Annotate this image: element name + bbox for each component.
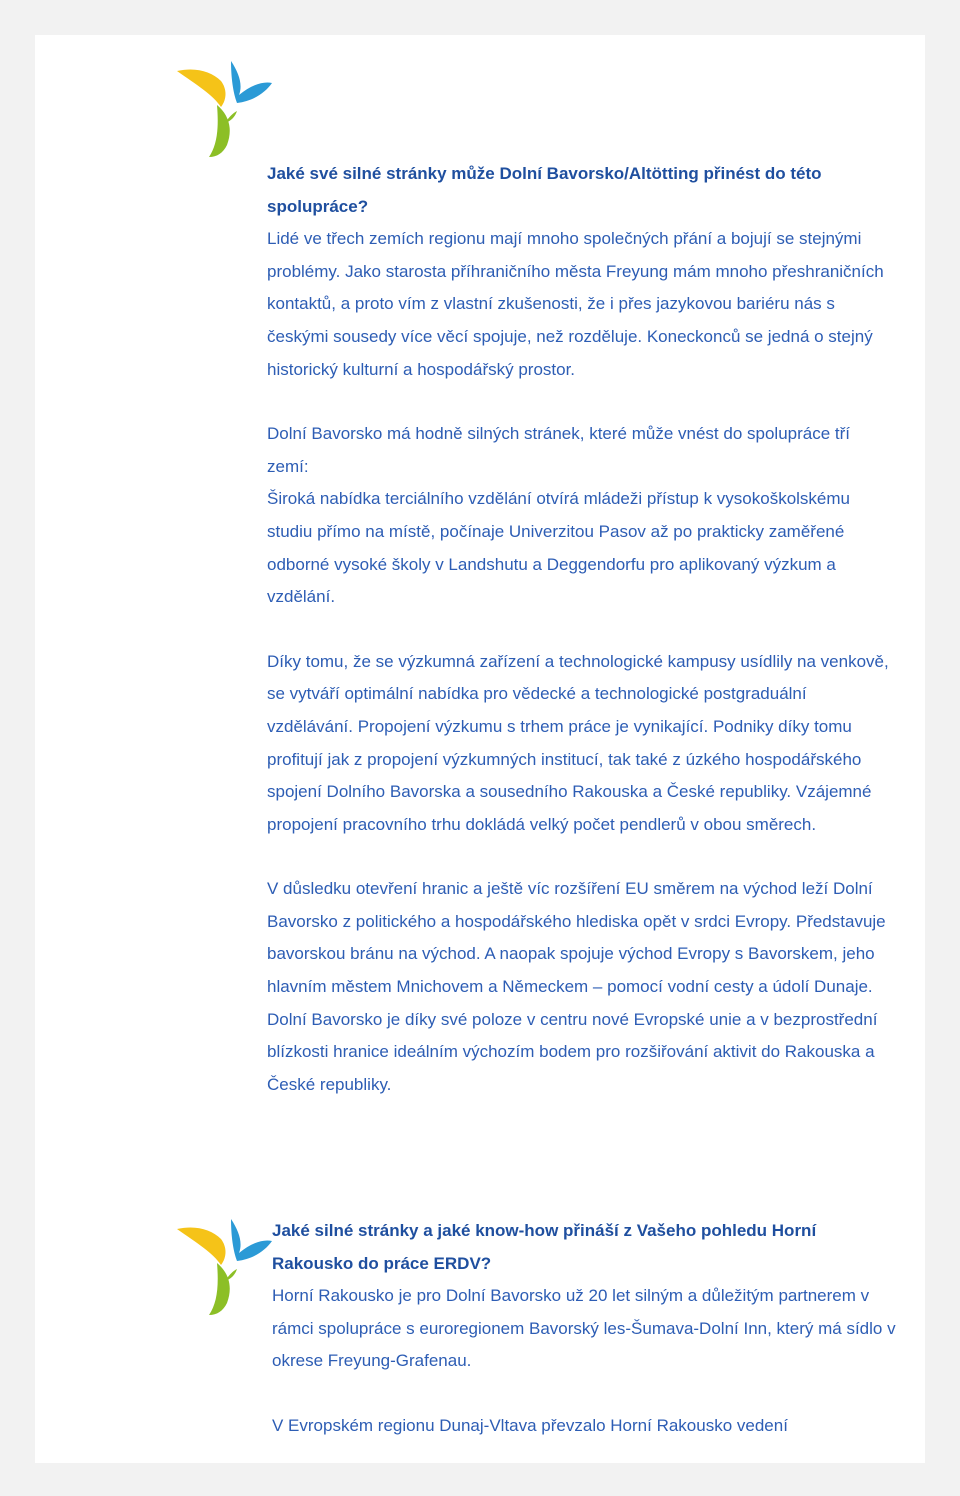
section-1-paragraph-4: V důsledku otevření hranic a ještě víc rozšíření EU směrem na východ leží Dolní Bavorsko z politického a hospodářského hlediska opět v srdci Evropy. Představuje bavorskou bránu na východ. A naopak spojuje východ Evropy s Bavorskem, jeho hlavním městem Mnichovem a Německem – pomocí vodní cesty a údolí Dunaje. bbox=[267, 879, 886, 997]
section-1-question: Jaké své silné stránky může Dolní Bavorsko/Altötting přinést do této spolupráce? bbox=[267, 164, 822, 216]
euroregion-logo-icon bbox=[173, 59, 273, 159]
section-2-paragraph-2: V Evropském regionu Dunaj-Vltava převzalo Horní Rakousko vedení bbox=[272, 1415, 788, 1435]
spacer bbox=[267, 614, 892, 646]
section-1-answer: Lidé ve třech zemích regionu mají mnoho společných přání a bojují se stejnými problémy. Jako starosta příhraničního města Freyung mám mnoho přeshraničních kontaktů, a proto vím z vlastní zkušenosti, že i přes jazykovou bariéru nás s českými sousedy více věcí spojuje, než rozděluje. Koneckonců se jedná o stejný historický kulturní a hospodářský prostor. bbox=[267, 229, 884, 379]
document-page bbox=[35, 35, 925, 1463]
logo-graphic bbox=[173, 59, 273, 159]
section-1-paragraph-3: Díky tomu, že se výzkumná zařízení a technologické kampusy usídlily na venkově, se vytváří optimální nabídka pro vědecké a technologické postgraduální vzdělávání. Propojení výzkumu s trhem práce je vynikající. Podniky díky tomu profitují jak z propojení výzkumných institucí, tak také z úzkého hospodářského spojení Dolního Bavorska a sousedního Rakouska a České republiky. Vzájemné propojení pracovního trhu dokládá velký počet pendlerů v obou směrech. bbox=[267, 651, 889, 834]
section-2-question: Jaké silné stránky a jaké know-how přináší z Vašeho pohledu Horní Rakousko do práce ERDV? bbox=[272, 1221, 817, 1273]
spacer bbox=[267, 386, 892, 418]
section-1 bbox=[267, 158, 892, 1101]
euroregion-logo-icon bbox=[173, 1217, 273, 1317]
logo-graphic bbox=[173, 1217, 273, 1317]
spacer bbox=[267, 841, 892, 873]
section-2-answer: Horní Rakousko je pro Dolní Bavorsko už 20 let silným a důležitým partnerem v rámci spolupráce s euroregionem Bavorský les-Šumava-Dolní Inn, který má sídlo v okrese Freyung-Grafenau. bbox=[272, 1286, 896, 1371]
section-1-paragraph-5: Dolní Bavorsko je díky své poloze v centru nové Evropské unie a v bezprostřední blízkosti hranice ideálním výchozím bodem pro rozšiřování aktivit do Rakouska a České republiky. bbox=[267, 1009, 878, 1094]
section-1-paragraph-2-intro: Dolní Bavorsko má hodně silných stránek, které může vnést do spolupráce tří zemí: bbox=[267, 424, 851, 476]
spacer bbox=[272, 1378, 897, 1410]
section-2 bbox=[272, 1215, 897, 1443]
section-1-paragraph-2-body: Široká nabídka terciálního vzdělání otvírá mládeži přístup k vysokoškolskému studiu přímo na místě, počínaje Univerzitou Pasov až po prakticky zaměřené odborné vysoké školy v Landshutu a Deggendorfu pro aplikovaný výzkum a vzdělání. bbox=[267, 489, 850, 607]
